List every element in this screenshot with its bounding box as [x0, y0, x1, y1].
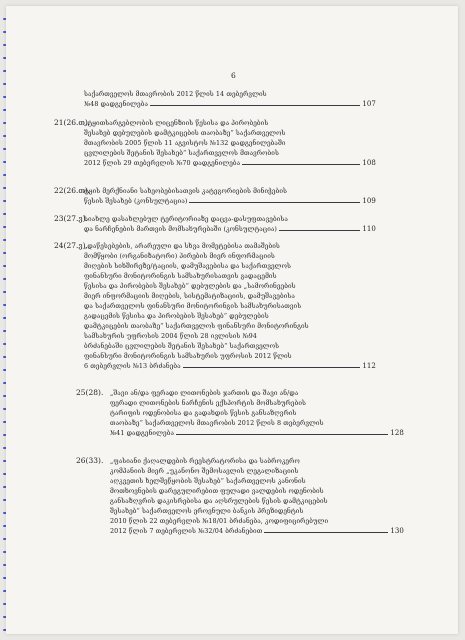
- entry-last-line: [84, 361, 376, 371]
- entry-line: სიახლე დასახლებულ ტერიტორიაზე დაცვა-დასუფთავებისა: [84, 215, 288, 223]
- entry-page-number: 109: [362, 197, 376, 205]
- entry-line: მიღების სიხშირეზე/ტაციის, დამუშავებისა და საქართველოს: [84, 262, 291, 270]
- entry-line: „დაწესებების, არარეული და სხვა მომეტებისა თამაშების: [84, 242, 280, 250]
- entry-line: „შავი ან/და ფერადი ლითონების ჯართის და შავი ან/და: [110, 389, 299, 397]
- entry-line: კომპანიის მიერ „უკანონო შემოსავლის ლეგალიზაციის: [110, 467, 299, 475]
- entry-text: [84, 118, 376, 168]
- entry-page-number: 130: [390, 527, 404, 535]
- leader-line: [189, 202, 360, 203]
- entry-line: „ტყითსარგებლობის ლიცენზიის წესისა და პირობების: [84, 119, 269, 127]
- entry-line: საქართველოს მთავრობის 2012 წლის 14 თებერვლის: [84, 90, 267, 98]
- entry-line: მომწყობი (ორგანიზატორი) პირების მიერ ინფორმაციის: [84, 252, 275, 260]
- entry-number: 26(33).: [76, 456, 104, 465]
- entry-last-line: [84, 99, 376, 109]
- entry-text: [110, 388, 404, 438]
- entry-page-number: 110: [362, 225, 376, 233]
- entry-page-number: 107: [362, 100, 376, 108]
- entry-line: მოთხოვნების დარეგულირებით ფულადი ვალდების ოდენობის: [110, 487, 324, 495]
- entry-line: შესახებ დებულების დამტკიცების თაობაზე“ საქართველოს: [84, 129, 286, 137]
- entry-line-text: 2012 წლის 7 თებერვლის №32/04 ბრძანებით: [110, 527, 263, 535]
- entry-line: აღკვეთის ხელშეწყობის შესახებ“ საქართველოს კანონის: [110, 477, 306, 485]
- entry-line-text: №41 დადგენილება: [110, 429, 174, 437]
- leader-line: [176, 434, 388, 435]
- entry-line-text: 2012 წლის 29 თებერვლის №70 დადგენილება: [84, 159, 241, 167]
- page-number: 6: [231, 71, 236, 80]
- entry-last-line: [84, 196, 376, 206]
- entry-number: 22(26.თ).: [54, 186, 91, 195]
- entry-line: განსაზღვრის დაკისრებისა და აღსრულების წესის დამტკიცების: [110, 497, 328, 505]
- entry-line: დამტკიცების თაობაზე“ საქართველოს ფინანსური მონიტორინგის: [84, 322, 309, 330]
- entry-text: [84, 89, 376, 109]
- entry-line: „ფასიანი ქაღალდების რეესტრატორისა და საბროკერო: [110, 457, 300, 465]
- entry-line-text: №48 დადგენილება: [84, 100, 148, 108]
- entry-line: თაობაზე“ საქართველოს მთავრობის 2012 წლის 8 თებერვლის: [110, 419, 324, 427]
- entry-last-line: [110, 526, 404, 536]
- entry-line: ცვლილების შეტანის შესახებ“ საქართველოს მთავრობის: [84, 149, 279, 157]
- entry-page-number: 112: [362, 362, 376, 370]
- entry-text: [84, 186, 376, 206]
- leader-line: [264, 532, 388, 533]
- entry-line: 2010 წლის 22 თებერვლის №18/01 ბრძანება, კოდიფიცირებული: [110, 517, 329, 525]
- entry-text: [110, 456, 404, 536]
- entry-page-number: 128: [390, 429, 404, 437]
- entry-line: გადაცემის წესისა და პირობების შესახებ“ დებულების: [84, 312, 269, 320]
- entry-text: [84, 214, 376, 234]
- entry-line-text: და ნარჩენების მართვის მომსახურებაში (კონსულტაცია): [84, 225, 278, 233]
- entry-line: შესახებ“ საქართველოს ეროვნული ბანკის პრეზიდენტის: [110, 507, 304, 515]
- entry-page-number: 108: [362, 159, 376, 167]
- entry-line: ფერადი ლითონების ნარჩენის ექსპორტის მომსახურების: [110, 399, 306, 407]
- entry-last-line: [110, 428, 404, 438]
- entry-number: 21(26.თ).: [54, 118, 91, 127]
- leader-line: [183, 367, 361, 368]
- entry-line: წესისა და პირობების შესახებ“ დებულების და „სამორინეების: [84, 282, 296, 290]
- entry-line: მიერ ინფორმაციის მიღების, სისტემატიზაციის, დამუშავებისა: [84, 292, 295, 300]
- leader-line: [150, 105, 360, 106]
- entry-line: ტყის მერქნიანი სახეობებისათვის კატეგორიების მინიჭების: [84, 187, 288, 195]
- entry-line-text: 6 თებერვლის №13 ბრძანება: [84, 362, 181, 370]
- entry-number: 25(28).: [76, 388, 104, 397]
- entry-line: ფინანსური მონიტორინგის სამსახურისათვის გადაცემის: [84, 272, 277, 280]
- entry-line: ტარიფის ოდენობისა და გადახდის წესის განსაზღვრის: [110, 409, 297, 417]
- entry-number: 23(27.ვ).: [54, 214, 88, 223]
- leader-line: [242, 164, 360, 165]
- entry-line: სამსახურის უფროსის 2004 წლის 28 ივლისის №94: [84, 332, 257, 340]
- entry-line: ფინანსური მონიტორინგის სამსახურის უფროსის 2012 წლის: [84, 352, 292, 360]
- leader-line: [279, 230, 360, 231]
- entry-line: და საქართველოს ფინანსური მონიტორინგის სამსახურისათვის: [84, 302, 302, 310]
- entry-number: 24(27.ვ).: [54, 241, 88, 250]
- entry-line-text: წესის შესახებ (კონსულტაცია): [84, 197, 188, 205]
- entry-line: ბრძანებაში ცვლილების შეტანის შესახებ“ საქართველოს: [84, 342, 280, 350]
- entry-line: მთავრობის 2005 წლის 11 აგვისტოს №132 დადგენილებაში: [84, 139, 286, 147]
- entry-text: [84, 241, 376, 371]
- entry-last-line: [84, 224, 376, 234]
- entry-last-line: [84, 158, 376, 168]
